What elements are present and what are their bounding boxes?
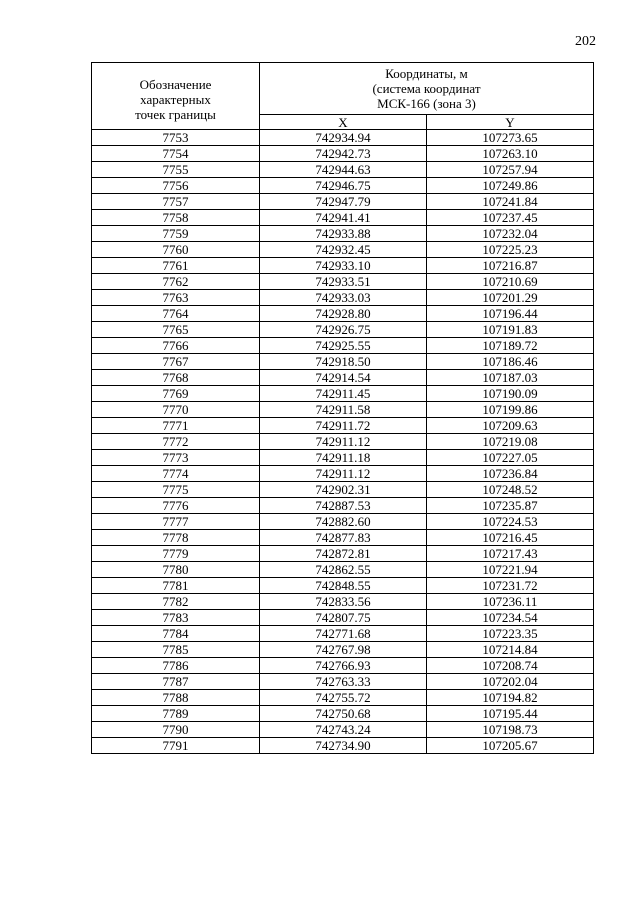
y-coordinate-cell: 107190.09 bbox=[427, 386, 594, 402]
x-coordinate-cell: 742734.90 bbox=[260, 738, 427, 754]
point-id-cell: 7756 bbox=[92, 178, 260, 194]
table-row bbox=[92, 594, 594, 610]
table-row bbox=[92, 450, 594, 466]
point-id-cell: 7773 bbox=[92, 450, 260, 466]
point-id-cell: 7791 bbox=[92, 738, 260, 754]
y-coordinate-cell: 107234.54 bbox=[427, 610, 594, 626]
y-coordinate-cell: 107191.83 bbox=[427, 322, 594, 338]
point-id-cell: 7758 bbox=[92, 210, 260, 226]
point-id-cell: 7762 bbox=[92, 274, 260, 290]
x-coordinate-cell: 742911.12 bbox=[260, 434, 427, 450]
y-coordinate-cell: 107208.74 bbox=[427, 658, 594, 674]
point-id-cell: 7765 bbox=[92, 322, 260, 338]
y-coordinate-cell: 107223.35 bbox=[427, 626, 594, 642]
table-row bbox=[92, 130, 594, 146]
x-coordinate-cell: 742882.60 bbox=[260, 514, 427, 530]
table-row bbox=[92, 738, 594, 754]
x-coordinate-cell: 742926.75 bbox=[260, 322, 427, 338]
y-coordinate-cell: 107189.72 bbox=[427, 338, 594, 354]
y-coordinate-cell: 107231.72 bbox=[427, 578, 594, 594]
point-id-cell: 7786 bbox=[92, 658, 260, 674]
table-row bbox=[92, 274, 594, 290]
x-coordinate-cell: 742933.10 bbox=[260, 258, 427, 274]
point-id-cell: 7781 bbox=[92, 578, 260, 594]
x-coordinate-cell: 742942.73 bbox=[260, 146, 427, 162]
x-coordinate-cell: 742767.98 bbox=[260, 642, 427, 658]
table-row bbox=[92, 242, 594, 258]
point-id-cell: 7763 bbox=[92, 290, 260, 306]
y-coordinate-cell: 107195.44 bbox=[427, 706, 594, 722]
y-coordinate-cell: 107217.43 bbox=[427, 546, 594, 562]
x-coordinate-cell: 742911.12 bbox=[260, 466, 427, 482]
y-coordinate-cell: 107196.44 bbox=[427, 306, 594, 322]
point-id-cell: 7783 bbox=[92, 610, 260, 626]
table-row bbox=[92, 514, 594, 530]
y-coordinate-cell: 107216.87 bbox=[427, 258, 594, 274]
x-coordinate-cell: 742911.72 bbox=[260, 418, 427, 434]
y-coordinate-cell: 107205.67 bbox=[427, 738, 594, 754]
x-coordinate-cell: 742766.93 bbox=[260, 658, 427, 674]
x-coordinate-cell: 742946.75 bbox=[260, 178, 427, 194]
table-row bbox=[92, 530, 594, 546]
x-coordinate-cell: 742877.83 bbox=[260, 530, 427, 546]
point-header-line: точек границы bbox=[135, 106, 216, 122]
table-row bbox=[92, 146, 594, 162]
y-coordinate-cell: 107225.23 bbox=[427, 242, 594, 258]
y-coordinate-cell: 107214.84 bbox=[427, 642, 594, 658]
x-coordinate-cell: 742750.68 bbox=[260, 706, 427, 722]
x-coordinate-cell: 742934.94 bbox=[260, 130, 427, 146]
point-designation-header bbox=[92, 63, 260, 130]
y-coordinate-cell: 107257.94 bbox=[427, 162, 594, 178]
x-coordinate-cell: 742932.45 bbox=[260, 242, 427, 258]
table-row bbox=[92, 626, 594, 642]
y-coordinate-cell: 107187.03 bbox=[427, 370, 594, 386]
table-row bbox=[92, 194, 594, 210]
point-id-cell: 7777 bbox=[92, 514, 260, 530]
x-coordinate-cell: 742887.53 bbox=[260, 498, 427, 514]
x-coordinate-cell: 742925.55 bbox=[260, 338, 427, 354]
y-coordinate-cell: 107194.82 bbox=[427, 690, 594, 706]
x-coordinate-cell: 742807.75 bbox=[260, 610, 427, 626]
point-id-cell: 7764 bbox=[92, 306, 260, 322]
point-header-line: Обозначение bbox=[139, 76, 212, 92]
point-id-cell: 7785 bbox=[92, 642, 260, 658]
table-row bbox=[92, 226, 594, 242]
x-coordinate-cell: 742911.58 bbox=[260, 402, 427, 418]
y-coordinate-cell: 107236.11 bbox=[427, 594, 594, 610]
x-coordinate-cell: 742947.79 bbox=[260, 194, 427, 210]
y-coordinate-cell: 107273.65 bbox=[427, 130, 594, 146]
table-row bbox=[92, 466, 594, 482]
point-id-cell: 7761 bbox=[92, 258, 260, 274]
point-id-cell: 7768 bbox=[92, 370, 260, 386]
table-row bbox=[92, 674, 594, 690]
coords-header-line: МСК-166 (зона 3) bbox=[377, 96, 476, 111]
y-coordinate-cell: 107224.53 bbox=[427, 514, 594, 530]
x-coordinate-cell: 742928.80 bbox=[260, 306, 427, 322]
table-row bbox=[92, 562, 594, 578]
point-id-cell: 7771 bbox=[92, 418, 260, 434]
point-id-cell: 7760 bbox=[92, 242, 260, 258]
x-coordinate-cell: 742902.31 bbox=[260, 482, 427, 498]
y-coordinate-cell: 107210.69 bbox=[427, 274, 594, 290]
y-coordinate-cell: 107198.73 bbox=[427, 722, 594, 738]
point-header-line: характерных bbox=[140, 91, 211, 107]
x-coordinate-cell: 742914.54 bbox=[260, 370, 427, 386]
table-row bbox=[92, 162, 594, 178]
point-id-cell: 7769 bbox=[92, 386, 260, 402]
coords-header-line: (система координат bbox=[372, 81, 481, 96]
point-id-cell: 7755 bbox=[92, 162, 260, 178]
x-coordinate-cell: 742933.88 bbox=[260, 226, 427, 242]
table-row bbox=[92, 642, 594, 658]
x-coordinate-cell: 742872.81 bbox=[260, 546, 427, 562]
y-coordinate-cell: 107248.52 bbox=[427, 482, 594, 498]
y-coordinate-cell: 107249.86 bbox=[427, 178, 594, 194]
point-id-cell: 7774 bbox=[92, 466, 260, 482]
point-id-cell: 7779 bbox=[92, 546, 260, 562]
point-id-cell: 7776 bbox=[92, 498, 260, 514]
y-coordinate-cell: 107186.46 bbox=[427, 354, 594, 370]
x-coordinate-cell: 742755.72 bbox=[260, 690, 427, 706]
y-coordinate-cell: 107237.45 bbox=[427, 210, 594, 226]
table-row bbox=[92, 418, 594, 434]
point-id-cell: 7790 bbox=[92, 722, 260, 738]
table-row bbox=[92, 386, 594, 402]
table-row bbox=[92, 610, 594, 626]
table-body bbox=[92, 130, 594, 754]
table-row bbox=[92, 210, 594, 226]
x-coordinate-cell: 742833.56 bbox=[260, 594, 427, 610]
table-row bbox=[92, 658, 594, 674]
point-id-cell: 7754 bbox=[92, 146, 260, 162]
point-id-cell: 7784 bbox=[92, 626, 260, 642]
x-coordinate-cell: 742941.41 bbox=[260, 210, 427, 226]
point-id-cell: 7772 bbox=[92, 434, 260, 450]
x-coordinate-cell: 742911.45 bbox=[260, 386, 427, 402]
point-id-cell: 7780 bbox=[92, 562, 260, 578]
point-id-cell: 7753 bbox=[92, 130, 260, 146]
table-row bbox=[92, 482, 594, 498]
point-id-cell: 7788 bbox=[92, 690, 260, 706]
y-coordinate-cell: 107232.04 bbox=[427, 226, 594, 242]
point-id-cell: 7770 bbox=[92, 402, 260, 418]
x-coordinate-cell: 742848.55 bbox=[260, 578, 427, 594]
table-row bbox=[92, 706, 594, 722]
table-row bbox=[92, 578, 594, 594]
x-coordinate-cell: 742944.63 bbox=[260, 162, 427, 178]
x-coordinate-cell: 742933.51 bbox=[260, 274, 427, 290]
table-row bbox=[92, 258, 594, 274]
y-coordinate-cell: 107202.04 bbox=[427, 674, 594, 690]
table-row bbox=[92, 722, 594, 738]
y-coordinate-cell: 107201.29 bbox=[427, 290, 594, 306]
coords-header-line: Координаты, м bbox=[385, 66, 468, 81]
point-id-cell: 7782 bbox=[92, 594, 260, 610]
table-row bbox=[92, 306, 594, 322]
table-header bbox=[92, 63, 594, 130]
point-id-cell: 7789 bbox=[92, 706, 260, 722]
x-coordinate-cell: 742763.33 bbox=[260, 674, 427, 690]
x-column-header: X bbox=[260, 115, 427, 130]
table-row bbox=[92, 338, 594, 354]
y-coordinate-cell: 107199.86 bbox=[427, 402, 594, 418]
table-row bbox=[92, 402, 594, 418]
y-coordinate-cell: 107219.08 bbox=[427, 434, 594, 450]
point-id-cell: 7778 bbox=[92, 530, 260, 546]
table-row bbox=[92, 354, 594, 370]
y-coordinate-cell: 107236.84 bbox=[427, 466, 594, 482]
y-coordinate-cell: 107235.87 bbox=[427, 498, 594, 514]
point-id-cell: 7766 bbox=[92, 338, 260, 354]
y-coordinate-cell: 107241.84 bbox=[427, 194, 594, 210]
table-row bbox=[92, 370, 594, 386]
y-coordinate-cell: 107209.63 bbox=[427, 418, 594, 434]
point-id-cell: 7775 bbox=[92, 482, 260, 498]
y-coordinate-cell: 107227.05 bbox=[427, 450, 594, 466]
point-id-cell: 7759 bbox=[92, 226, 260, 242]
point-id-cell: 7767 bbox=[92, 354, 260, 370]
y-coordinate-cell: 107263.10 bbox=[427, 146, 594, 162]
x-coordinate-cell: 742862.55 bbox=[260, 562, 427, 578]
table-row bbox=[92, 498, 594, 514]
x-coordinate-cell: 742911.18 bbox=[260, 450, 427, 466]
y-coordinate-cell: 107216.45 bbox=[427, 530, 594, 546]
table-row bbox=[92, 178, 594, 194]
y-coordinate-cell: 107221.94 bbox=[427, 562, 594, 578]
page-number: 202 bbox=[575, 34, 596, 49]
x-coordinate-cell: 742933.03 bbox=[260, 290, 427, 306]
table-row bbox=[92, 546, 594, 562]
x-coordinate-cell: 742918.50 bbox=[260, 354, 427, 370]
x-coordinate-cell: 742743.24 bbox=[260, 722, 427, 738]
y-column-header: Y bbox=[427, 115, 594, 130]
coordinates-table bbox=[91, 62, 594, 754]
point-id-cell: 7787 bbox=[92, 674, 260, 690]
point-id-cell: 7757 bbox=[92, 194, 260, 210]
table-row bbox=[92, 322, 594, 338]
table-row bbox=[92, 690, 594, 706]
x-coordinate-cell: 742771.68 bbox=[260, 626, 427, 642]
table-row bbox=[92, 434, 594, 450]
coordinates-header bbox=[260, 63, 594, 115]
table-row bbox=[92, 290, 594, 306]
